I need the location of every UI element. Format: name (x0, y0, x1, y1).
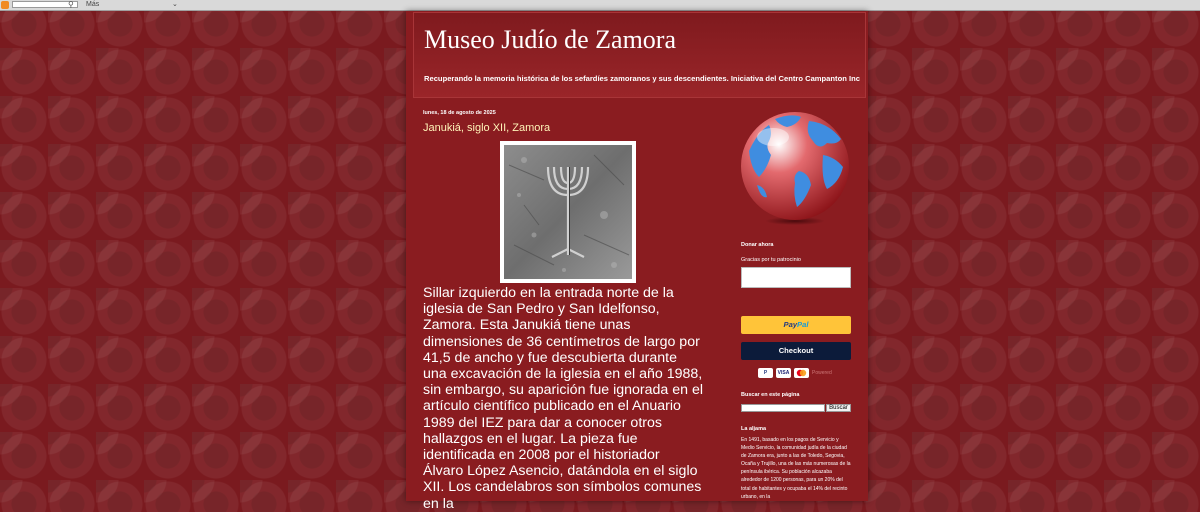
chevron-down-icon[interactable]: ⌄ (172, 1, 178, 8)
blog-search-input[interactable] (741, 404, 825, 412)
blog-title[interactable]: Museo Judío de Zamora (424, 25, 677, 54)
donation-amount-input[interactable] (741, 267, 851, 288)
paypal-card-icon: P (758, 368, 773, 378)
about-widget-title: La aljama (741, 426, 767, 432)
search-icon[interactable]: ⚲ (68, 0, 74, 9)
paypal-button[interactable] (741, 316, 851, 334)
visa-card-icon: VISA (777, 370, 790, 376)
blogger-logo-icon[interactable] (1, 1, 9, 9)
blogger-navbar (0, 0, 1200, 11)
about-widget-text: En 1491, basado en los pagos de Servicio y Medio Servicio, la comunidad judía de la ciudad de Zamora era, junto a las de Toledo, Segovia, Ocaña y Trujillo, una de las más numerosas de la península ibérica. Su población alcazaba alrededor de 1200 personas, para un 20% del total de habitantes y ocupaba el 14% del recinto urbano, en la (741, 437, 851, 500)
post-body: Sillar izquierdo en la entrada norte de la iglesia de San Pedro y San Idelfonso, Zamora. Esta Janukiá tiene unas dimensiones de 36 centímetros de largo por 41,5 de ancho y fue descubierta durante una excavación de la iglesia en el año 1988, sin embargo, su aparición fue ignorada en el artículo científico publicado en el Anuario 1989 del IEZ para dar a conocer otros hallazgos en el lugar. La pieza fue identificada en 2008 por el historiador Álvaro López Asencio, datándola en el siglo XII. Los candelabros son símbolos comunes en la (423, 285, 703, 512)
search-widget-title: Buscar en este página (741, 392, 800, 398)
paypal-pay-label: Pay (783, 320, 798, 329)
main-container (406, 11, 868, 512)
mastercard-icon (794, 368, 809, 378)
search-button[interactable]: Buscar (826, 404, 851, 412)
blog-description: Recuperando la memoria histórica de los sefardíes zamoranos y sus descendientes. Iniciativa del Centro Campanton Inc (424, 74, 860, 83)
post-title[interactable]: Janukiá, siglo XII, Zamora (423, 122, 551, 134)
blog-header (413, 12, 866, 98)
paypal-pal-label: Pal (797, 320, 809, 329)
navbar-more-menu[interactable]: Más (86, 1, 100, 8)
post-image[interactable] (500, 141, 636, 283)
donate-widget-text: Gracias por tu patrocinio (741, 257, 801, 263)
powered-by-label: Powered (812, 370, 832, 376)
post-date: lunes, 18 de agosto de 2025 (423, 110, 496, 116)
globe-icon (739, 111, 851, 227)
carved-stone-image (504, 145, 632, 279)
donate-widget-title: Donar ahora (741, 242, 774, 248)
checkout-button[interactable]: Checkout (741, 342, 851, 360)
